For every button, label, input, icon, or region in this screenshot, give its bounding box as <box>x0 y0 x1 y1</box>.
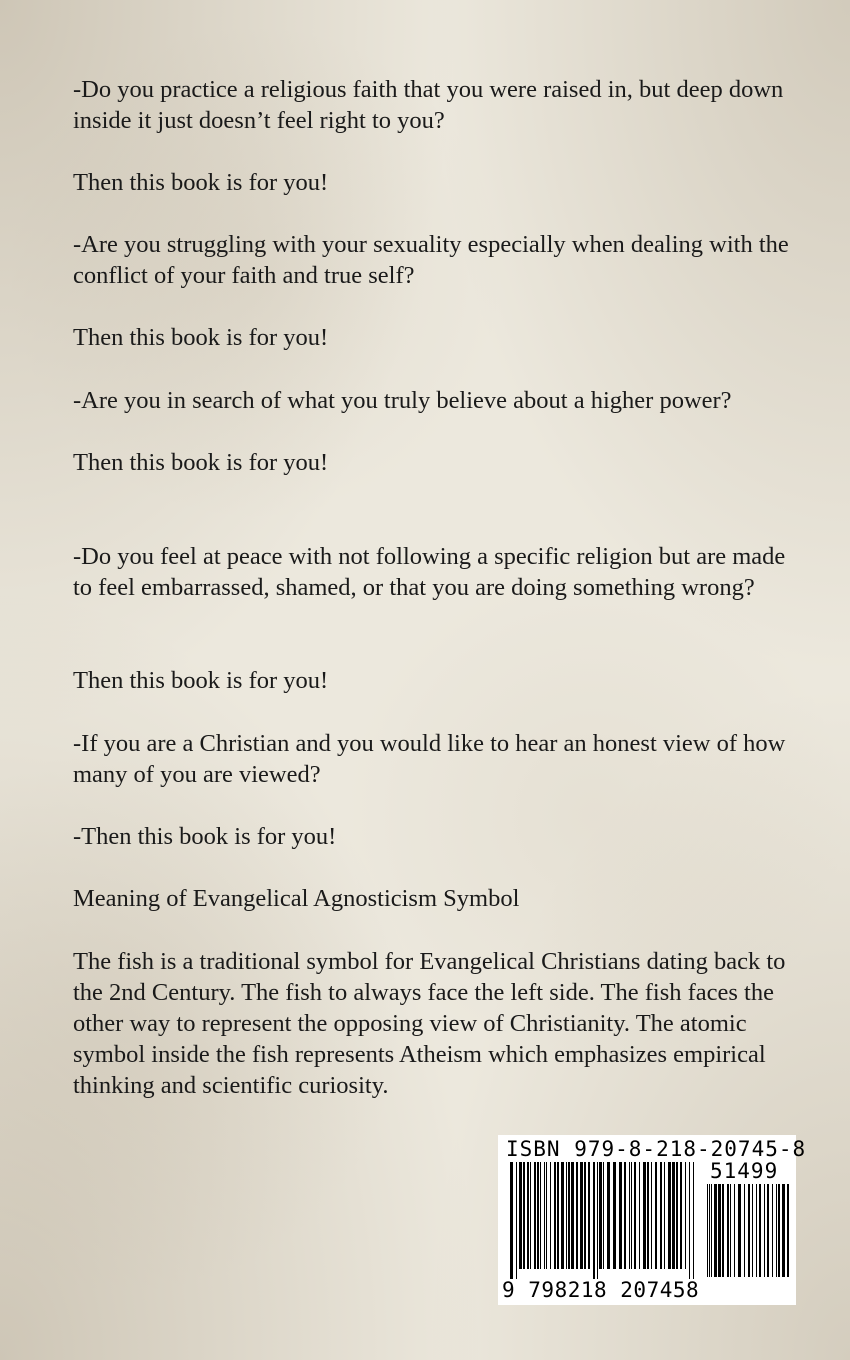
barcode-bar <box>593 1162 595 1279</box>
barcode-bar <box>584 1162 586 1269</box>
answer-line-1: Then this book is for you! <box>73 169 329 196</box>
barcode-bar <box>519 1162 522 1269</box>
question-christian-view: -If you are a Christian and you would like to hear an honest view of how many of you are viewed? <box>73 730 786 788</box>
barcode-bar <box>714 1184 717 1277</box>
price-code: 51499 <box>710 1159 779 1183</box>
barcode-bar <box>643 1162 646 1269</box>
barcode-bar <box>664 1162 665 1269</box>
barcode-bar <box>566 1162 567 1269</box>
barcode-bar <box>727 1184 729 1277</box>
barcode-bar <box>634 1162 636 1269</box>
answer-line-4: Then this book is for you! <box>73 667 329 694</box>
barcode-bar <box>568 1162 570 1269</box>
barcode-bar <box>680 1162 682 1269</box>
barcode-bar <box>738 1184 741 1277</box>
barcode-bar <box>651 1162 652 1269</box>
barcode-bar <box>707 1184 708 1277</box>
barcode-bar <box>764 1184 765 1277</box>
barcode-bar <box>655 1162 657 1269</box>
barcode-bar <box>540 1162 541 1269</box>
barcode-bar <box>607 1162 610 1269</box>
ean-barcode-bars <box>510 1162 696 1279</box>
barcode-bar <box>647 1162 649 1269</box>
barcode-bar <box>603 1162 604 1269</box>
barcode-bar <box>537 1162 539 1269</box>
barcode-bar <box>561 1162 564 1269</box>
barcode-bar <box>734 1184 735 1277</box>
answer-line-5: -Then this book is for you! <box>73 823 337 850</box>
barcode-bar <box>668 1162 671 1269</box>
barcode-bar <box>534 1162 536 1269</box>
barcode-bar <box>619 1162 622 1269</box>
barcode-bar <box>527 1162 529 1269</box>
barcode-bar <box>767 1184 769 1277</box>
barcode-bar <box>660 1162 662 1269</box>
answer-line-2: Then this book is for you! <box>73 324 329 351</box>
barcode-bar <box>546 1162 547 1269</box>
barcode-bar <box>748 1184 750 1277</box>
barcode-bar <box>544 1162 545 1269</box>
barcode-bar <box>631 1162 632 1269</box>
barcode-bar <box>516 1162 517 1279</box>
barcode-bar <box>778 1184 780 1277</box>
barcode-bar <box>523 1162 525 1269</box>
barcode-bar <box>576 1162 578 1269</box>
barcode-bar <box>756 1184 757 1277</box>
isbn-label: ISBN 979-8-218-20745-8 <box>506 1137 807 1161</box>
barcode-bar <box>709 1184 710 1277</box>
barcode-bar <box>510 1162 513 1279</box>
barcode-bar <box>676 1162 678 1269</box>
barcode-bar <box>685 1162 686 1269</box>
barcode-bar <box>588 1162 590 1269</box>
barcode-bar <box>752 1184 753 1277</box>
barcode-bar <box>718 1184 721 1277</box>
question-faith-raised-in: -Do you practice a religious faith that you were raised in, but deep down inside it just doesn’t feel right to you? <box>73 76 784 134</box>
barcode-bar <box>787 1184 789 1277</box>
symbol-description: The fish is a traditional symbol for Evangelical Christians dating back to the 2nd Century. The fish to always face the left side. The fish faces the other way to represent the opposing view of Christianity. The atomic symbol inside the fish represents Atheism which emphasizes empirical thinking and scientific curiosity. <box>73 948 786 1099</box>
barcode-bar <box>711 1184 712 1277</box>
barcode-bar <box>730 1184 731 1277</box>
barcode-bar <box>744 1184 745 1277</box>
addon-barcode-bars <box>707 1184 789 1287</box>
symbol-heading: Meaning of Evangelical Agnosticism Symbol <box>73 885 520 912</box>
barcode-bar <box>530 1162 531 1269</box>
barcode-bar <box>772 1184 773 1277</box>
barcode-bar <box>689 1162 690 1279</box>
barcode-bar <box>550 1162 551 1269</box>
barcode-bar <box>776 1184 777 1277</box>
barcode-bar <box>672 1162 675 1269</box>
answer-line-3: Then this book is for you! <box>73 449 329 476</box>
question-sexuality: -Are you struggling with your sexuality especially when dealing with the conflict of your faith and true self? <box>73 231 789 289</box>
barcode-bar <box>624 1162 626 1269</box>
barcode-bar <box>693 1162 694 1279</box>
barcode-bar <box>613 1162 616 1269</box>
barcode-bar <box>759 1184 761 1277</box>
barcode-bar <box>571 1162 574 1269</box>
barcode-bar <box>629 1162 630 1269</box>
barcode-bar <box>554 1162 556 1269</box>
barcode-bar <box>599 1162 602 1269</box>
isbn-barcode <box>498 1135 807 1305</box>
barcode-bar <box>722 1184 724 1277</box>
barcode-bar <box>782 1184 785 1277</box>
question-no-specific-religion: -Do you feel at peace with not following a specific religion but are made to feel embarrassed, shamed, or that you are doing something wrong? <box>73 543 786 601</box>
barcode-bar <box>557 1162 559 1269</box>
barcode-bar <box>580 1162 583 1269</box>
barcode-bar <box>639 1162 640 1269</box>
barcode-bar <box>597 1162 598 1279</box>
ean-digits: 9 798218 207458 <box>502 1278 700 1302</box>
question-higher-power: -Are you in search of what you truly believe about a higher power? <box>73 387 732 414</box>
